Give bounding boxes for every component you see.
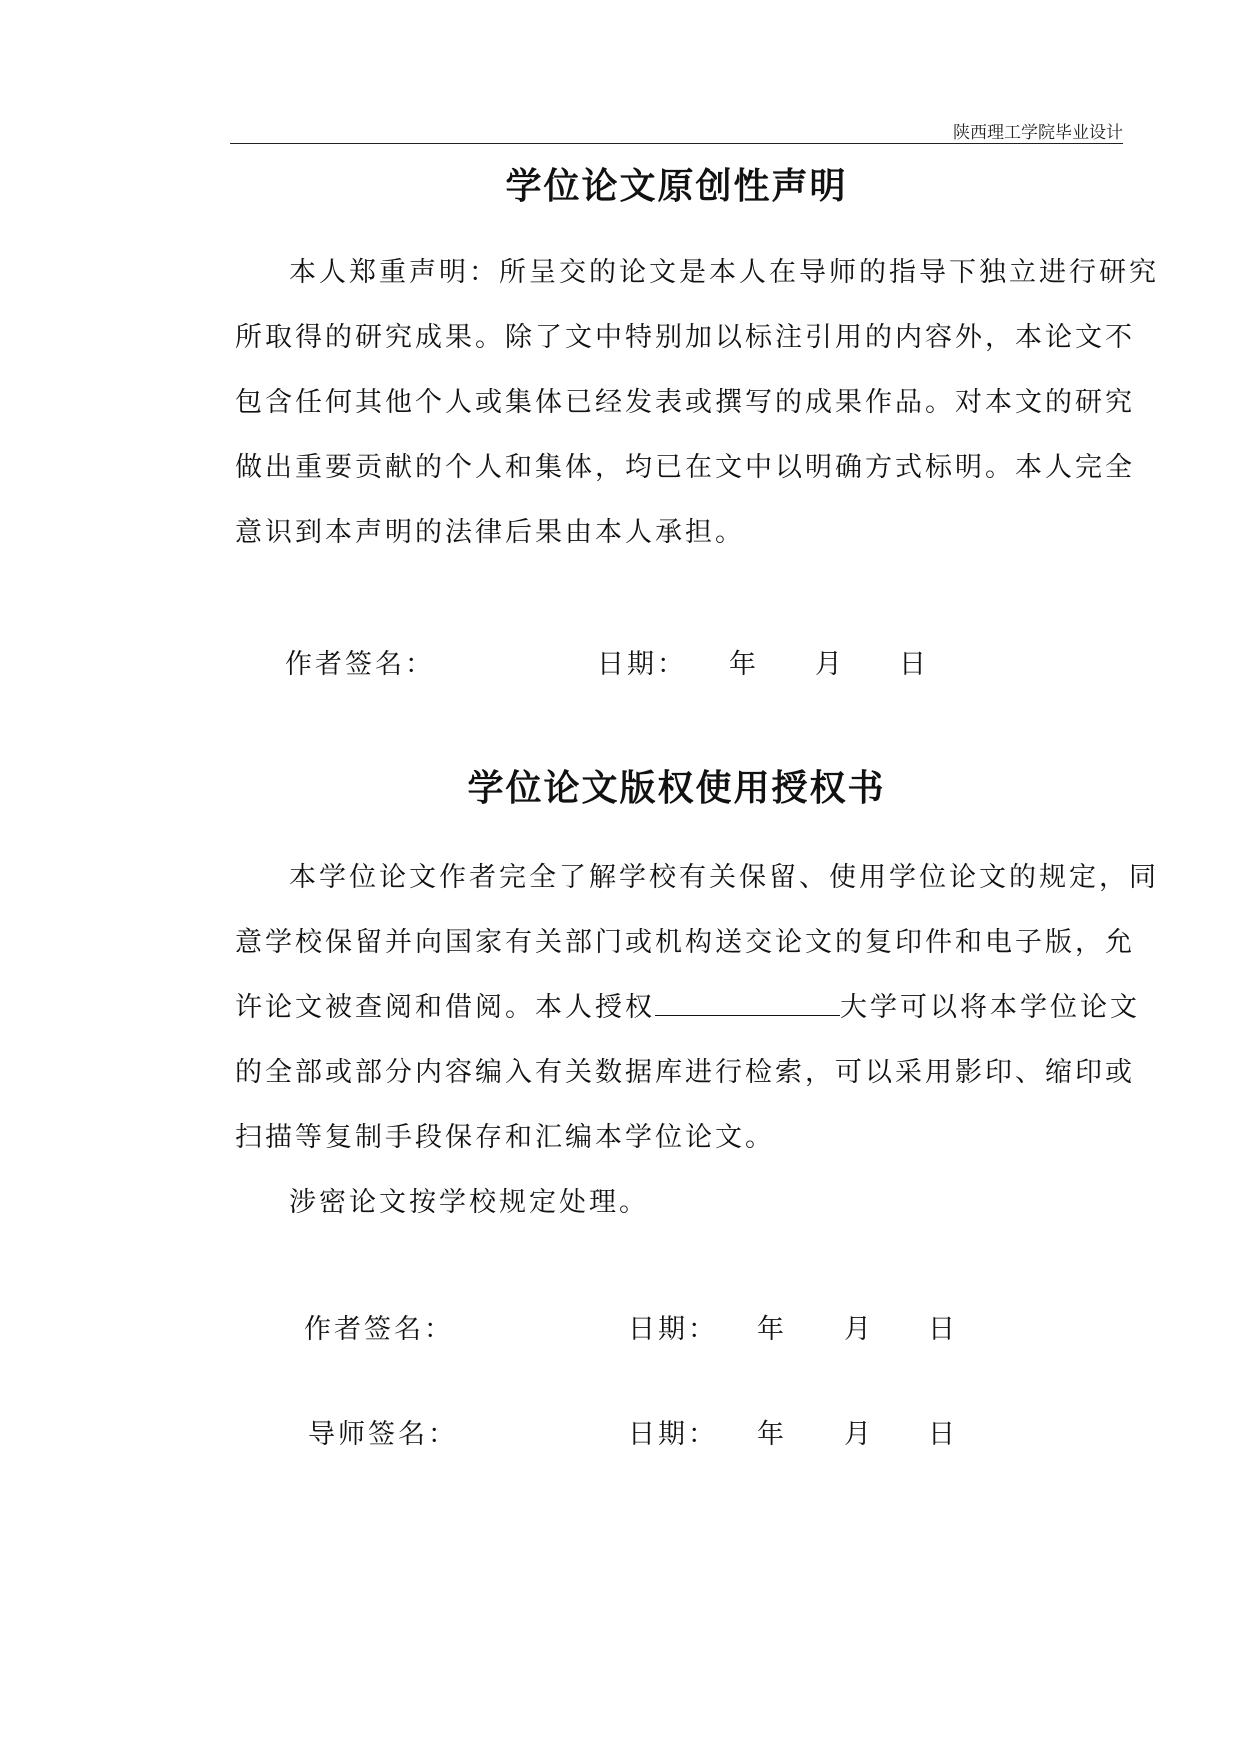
day-label: 日 — [928, 1314, 958, 1345]
author-signature-label: 作者签名： — [304, 1314, 454, 1345]
header-divider — [230, 143, 1123, 144]
author-signature-label: 作者签名： — [285, 649, 435, 680]
originality-title: 学位论文原创性声明 — [505, 166, 848, 207]
university-blank — [655, 991, 840, 1016]
year-label: 年 — [729, 649, 759, 680]
day-label: 日 — [899, 649, 929, 680]
month-label: 月 — [844, 1314, 874, 1345]
header-institution: 陕西理工学院毕业设计 — [953, 123, 1123, 143]
copyright-line-3: 许论文被查阅和借阅。本人授权 大学可以将本学位论文 — [235, 992, 1140, 1023]
month-label: 月 — [844, 1419, 874, 1450]
month-label: 月 — [815, 649, 845, 680]
date-label: 日期： — [628, 1314, 718, 1345]
year-label: 年 — [757, 1419, 787, 1450]
date-label: 日期： — [628, 1419, 718, 1450]
advisor-signature-label: 导师签名： — [308, 1419, 458, 1450]
day-label: 日 — [928, 1419, 958, 1450]
copyright-title: 学位论文版权使用授权书 — [467, 768, 886, 809]
year-label: 年 — [757, 1314, 787, 1345]
date-label: 日期： — [597, 649, 687, 680]
